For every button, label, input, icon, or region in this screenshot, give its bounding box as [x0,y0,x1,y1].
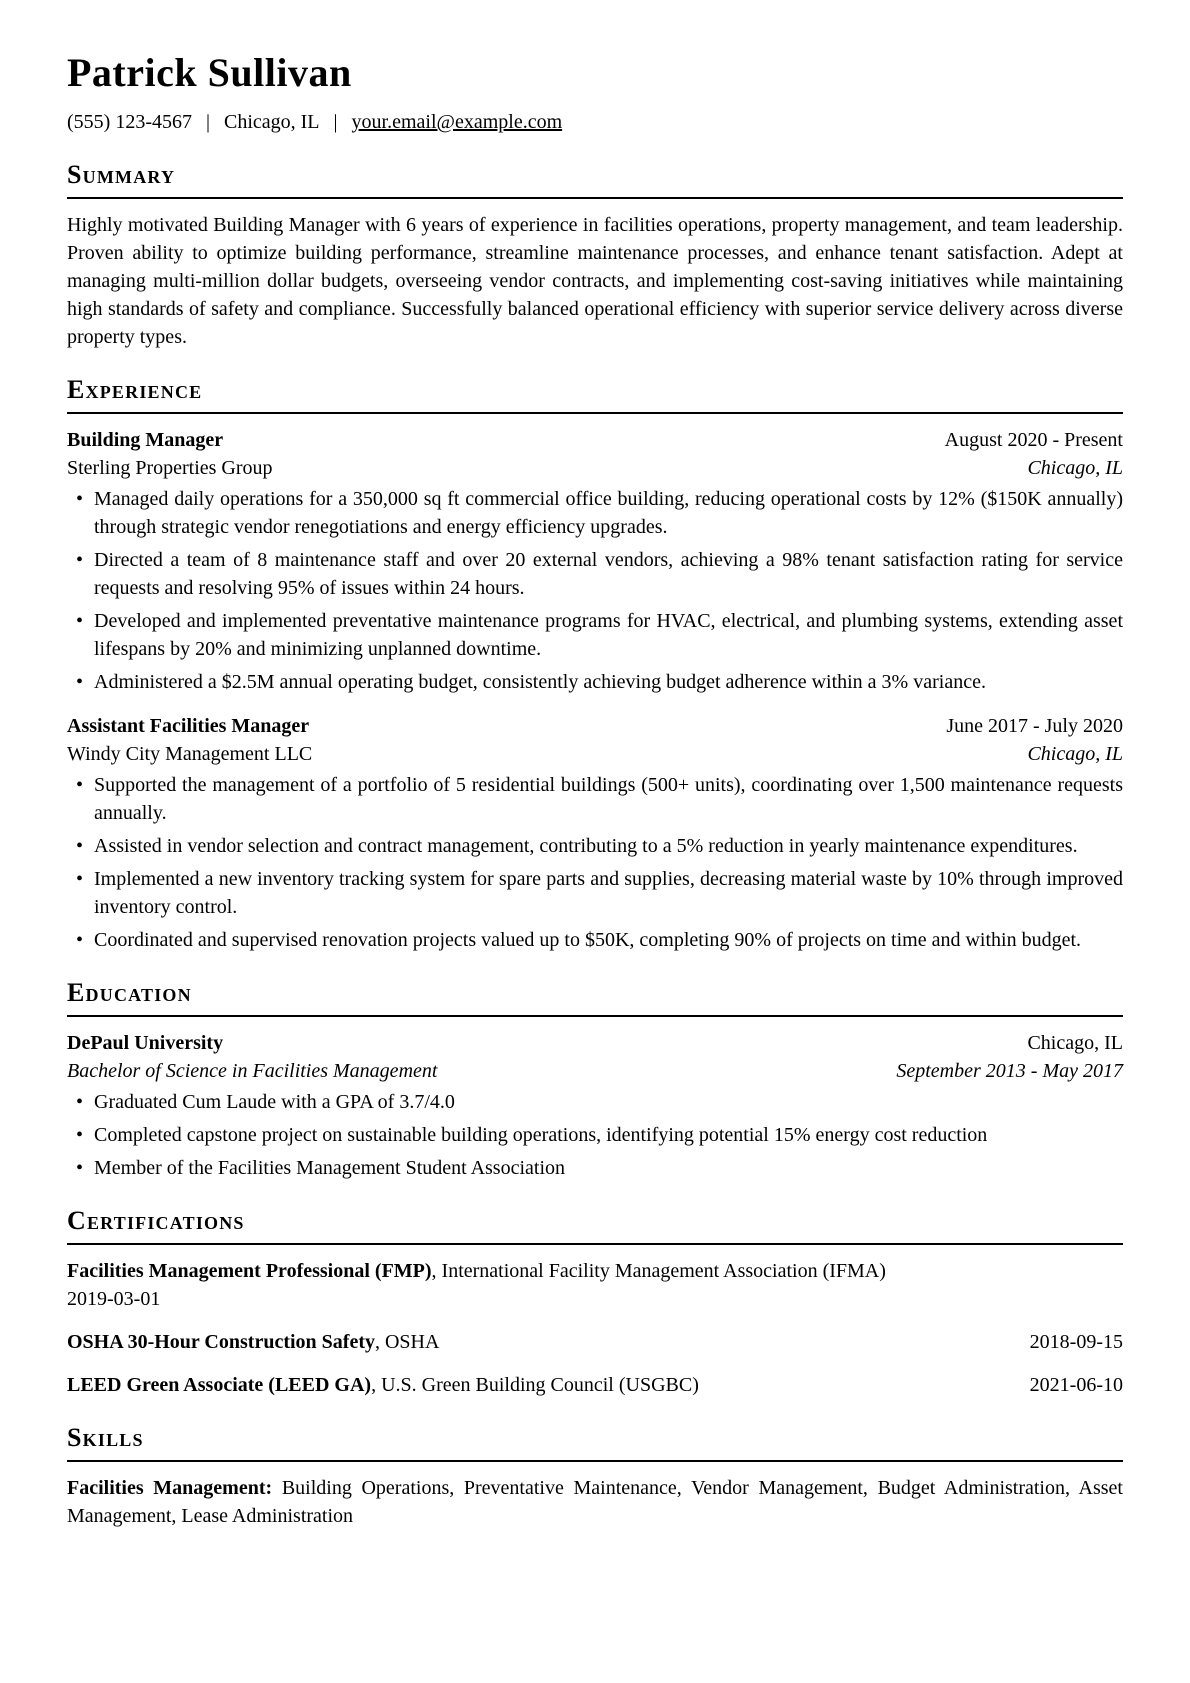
certification-name: LEED Green Associate (LEED GA) [67,1374,372,1396]
section-title-summary: Summary [67,160,1123,199]
education-dates: September 2013 - May 2017 [896,1060,1123,1082]
summary-text: Highly motivated Building Manager with 6 years of experience in facilities operations, property management, and team leadership. Proven ability to optimize building performance, streamline maintenance processes, and enhance tenant satisfaction. Adept at managing multi-million dollar budgets, overseeing vendor contracts, and implementing cost-saving initiatives while maintaining high standards of safety and compliance. Successfully balanced operational efficiency with superior service delivery across diverse property types. [67,214,1123,348]
bullet-item: • Developed and implemented preventative maintenance programs for HVAC, electrical, and plumbing systems, extending asset lifespans by 20% and minimizing unplanned downtime. [67,607,1123,663]
education-entry [67,1029,1123,1182]
education-header-row [67,1029,1123,1057]
job-entry [67,712,1123,954]
job-dates: June 2017 - July 2020 [946,715,1123,737]
job-dates: August 2020 - Present [944,429,1123,451]
section-summary [67,160,1123,351]
school-location: Chicago, IL [1027,1032,1123,1054]
job-company: Sterling Properties Group [67,457,273,479]
section-education [67,978,1123,1182]
certification-text [67,1371,699,1399]
job-location: Chicago, IL [1027,743,1123,765]
candidate-name: Patrick Sullivan [67,50,352,95]
certification-name: OSHA 30-Hour Construction Safety [67,1331,375,1353]
certification-entry [67,1328,1123,1356]
bullet-item: • Managed daily operations for a 350,000 sq ft commercial office building, reducing operational costs by 12% ($150K annually) through strategic vendor renegotiations and energy efficiency upgrades. [67,485,1123,541]
contact-separator: | [333,111,338,133]
job-bullet-list [67,771,1123,954]
section-certifications [67,1206,1123,1399]
bullet-item: • Administered a $2.5M annual operating budget, consistently achieving budget adherence within a 3% variance. [67,668,1123,696]
job-subheader-row [67,740,1123,768]
resume-header [67,50,1123,136]
skill-line [67,1474,1123,1530]
certification-date: 2021-06-10 [1029,1374,1123,1396]
job-role: Building Manager [67,429,224,451]
certification-date: 2019-03-01 [67,1288,161,1310]
certification-text [67,1257,886,1285]
contact-separator: | [205,111,210,133]
job-role: Assistant Facilities Manager [67,715,310,737]
education-bullet-list [67,1088,1123,1182]
certification-date: 2018-09-15 [1029,1331,1123,1353]
certification-entry [67,1257,1123,1313]
bullet-item: • Member of the Facilities Management Student Association [67,1154,1123,1182]
section-experience [67,375,1123,954]
section-title-education: Education [67,978,1123,1017]
section-skills [67,1423,1123,1530]
bullet-item: • Completed capstone project on sustainable building operations, identifying potential 15% energy cost reduction [67,1121,1123,1149]
job-subheader-row [67,454,1123,482]
section-title-experience: Experience [67,375,1123,414]
bullet-item: • Graduated Cum Laude with a GPA of 3.7/4.0 [67,1088,1123,1116]
job-company: Windy City Management LLC [67,743,313,765]
contact-line [67,108,1123,136]
bullet-item: • Supported the management of a portfolio of 5 residential buildings (500+ units), coordinating over 1,500 maintenance requests annually. [67,771,1123,827]
education-subheader-row [67,1057,1123,1085]
certification-text [67,1328,439,1356]
job-entry [67,426,1123,696]
certification-issuer: , U.S. Green Building Council (USGBC) [371,1374,699,1396]
certification-name: Facilities Management Professional (FMP) [67,1260,432,1282]
certification-issuer: , OSHA [374,1331,440,1353]
skill-list: Building Operations, Preventative Maintenance, Vendor Management, Budget Administration, Asset Management, Lease Administration [67,1477,1123,1527]
job-header-row [67,712,1123,740]
bullet-item: • Directed a team of 8 maintenance staff and over 20 external vendors, achieving a 98% tenant satisfaction rating for service requests and resolving 95% of issues within 24 hours. [67,546,1123,602]
bullet-item: • Implemented a new inventory tracking system for spare parts and supplies, decreasing material waste by 10% through improved inventory control. [67,865,1123,921]
certification-entry [67,1371,1123,1399]
email-link[interactable]: your.email@example.com [351,111,563,133]
section-title-certifications: Certifications [67,1206,1123,1245]
school-name: DePaul University [67,1032,224,1054]
certification-issuer: , International Facility Management Association (IFMA) [431,1260,886,1282]
job-bullet-list [67,485,1123,696]
bullet-item: • Assisted in vendor selection and contract management, contributing to a 5% reduction in yearly maintenance expenditures. [67,832,1123,860]
degree-name: Bachelor of Science in Facilities Management [67,1060,438,1082]
skill-category: Facilities Management: [67,1477,273,1499]
job-location: Chicago, IL [1027,457,1123,479]
phone-number: (555) 123-4567 [67,111,192,133]
job-header-row [67,426,1123,454]
bullet-item: • Coordinated and supervised renovation projects valued up to $50K, completing 90% of projects on time and within budget. [67,926,1123,954]
section-title-skills: Skills [67,1423,1123,1462]
contact-location: Chicago, IL [224,111,320,133]
